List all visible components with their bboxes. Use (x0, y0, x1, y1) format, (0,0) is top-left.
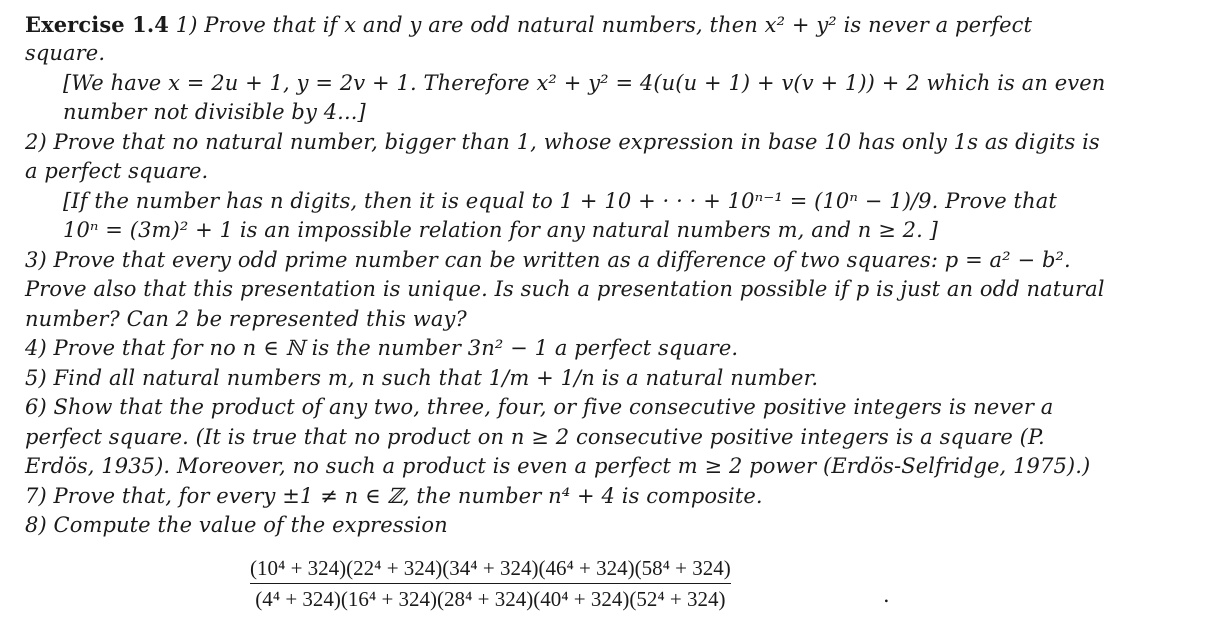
problem-3-text-cont-2: number? Can 2 be represented this way? (25, 307, 467, 331)
problem-5-text: 5) Find all natural numbers m, n such that 1/m + 1/n is a natural number. (25, 366, 819, 390)
problem-3-text: 3) Prove that every odd prime number can be written as a difference of two squares: p = a² − b². (25, 248, 1071, 272)
problem-1-text-cont: square. (25, 41, 106, 65)
problem-6-text-cont-2: Erdös, 1935). Moreover, no such a product is even a perfect m ≥ 2 power (Erdös-Selfridge, 1975).) (25, 454, 1091, 478)
exercise-title: Exercise 1.4 (25, 12, 169, 37)
fraction-period: . (883, 583, 890, 607)
problem-1-text: 1) Prove that if x and y are odd natural numbers, then x² + y² is never a perfect (168, 13, 1033, 37)
problem-8-text: 8) Compute the value of the expression (25, 513, 448, 537)
exercise-line-1 (25, 10, 1032, 40)
problem-7-text: 7) Prove that, for every ±1 ≠ n ∈ ℤ, the number n⁴ + 4 is composite. (25, 484, 763, 508)
fraction-denominator: (4⁴ + 324)(16⁴ + 324)(28⁴ + 324)(40⁴ + 324)(52⁴ + 324) (255, 587, 726, 611)
problem-6-text-cont: perfect square. (It is true that no product on n ≥ 2 consecutive positive integers is a square (P. (25, 425, 1045, 449)
problem-4-text: 4) Prove that for no n ∈ ℕ is the number 3n² − 1 a perfect square. (25, 336, 739, 360)
fraction-bar (250, 583, 731, 584)
problem-8-fraction (250, 556, 731, 612)
problem-1-hint: [We have x = 2u + 1, y = 2v + 1. Therefore x² + y² = 4(u(u + 1) + v(v + 1)) + 2 which is an even (63, 71, 1106, 95)
problem-1-hint-cont: number not divisible by 4...] (63, 100, 366, 124)
problem-2-text-cont: a perfect square. (25, 159, 209, 183)
problem-2-hint-cont: 10ⁿ = (3m)² + 1 is an impossible relation for any natural numbers m, and n ≥ 2. ] (63, 218, 938, 242)
problem-6-text: 6) Show that the product of any two, three, four, or five consecutive positive integers is never a (25, 395, 1054, 419)
fraction-numerator: (10⁴ + 324)(22⁴ + 324)(34⁴ + 324)(46⁴ + 324)(58⁴ + 324) (250, 556, 731, 580)
problem-2-hint: [If the number has n digits, then it is equal to 1 + 10 + · · · + 10ⁿ⁻¹ = (10ⁿ − 1)/9. Prove that (63, 189, 1057, 213)
problem-3-text-cont: Prove also that this presentation is unique. Is such a presentation possible if p is just an odd natural (25, 277, 1105, 301)
problem-2-text: 2) Prove that no natural number, bigger than 1, whose expression in base 10 has only 1s as digits is (25, 130, 1100, 154)
